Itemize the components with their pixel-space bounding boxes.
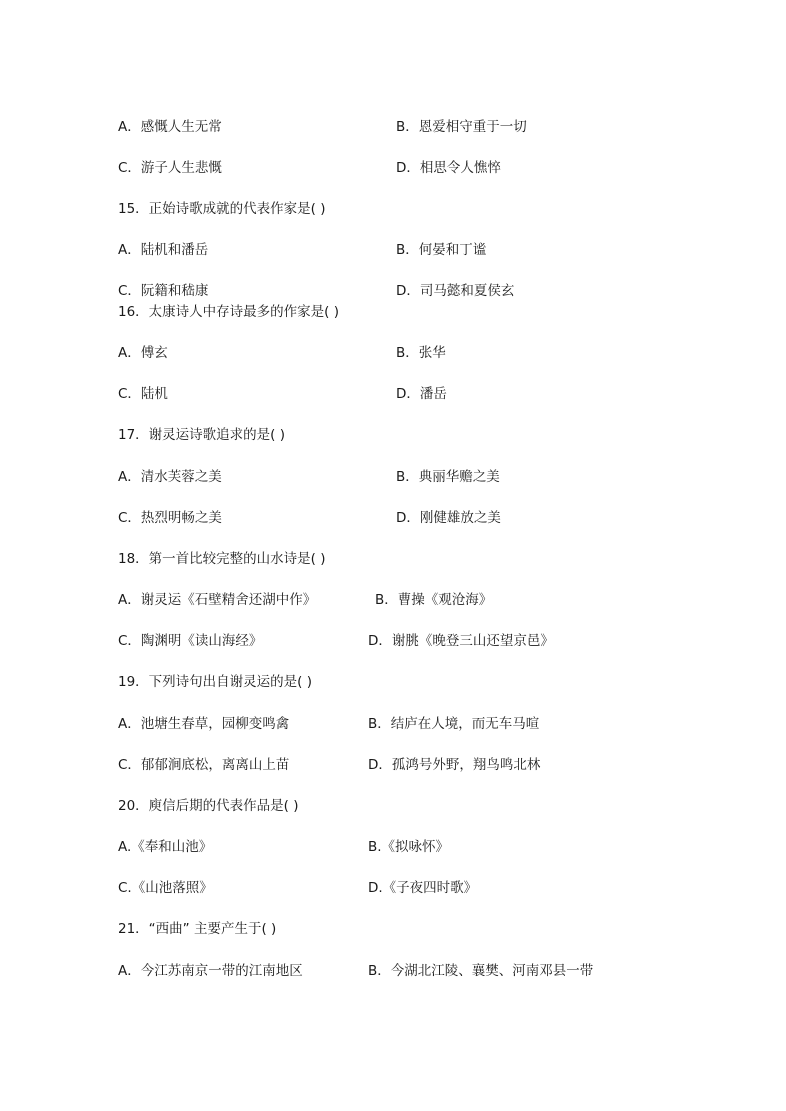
option-14-a: A．感慨人生无常 [118,119,222,135]
option-19-b: B．结庐在人境，而无车马喧 [368,716,540,732]
option-19-d: D．孤鸿号外野，翔鸟鸣北林 [368,757,541,773]
option-15-b: B．何晏和丁谧 [396,242,487,258]
option-15-a: A．陆机和潘岳 [118,242,209,258]
option-18-c: C．陶渊明《读山海经》 [118,633,263,649]
option-16-a: A．傅玄 [118,345,168,361]
option-20-b: B.《拟咏怀》 [368,839,450,855]
option-18-a: A．谢灵运《石壁精舍还湖中作》 [118,592,317,608]
option-18-b: B．曹操《观沧海》 [375,592,493,608]
question-21-stem: 21．“西曲” 主要产生于( ) [118,921,277,937]
option-16-c: C．陆机 [118,386,168,402]
option-15-d: D．司马懿和夏侯玄 [396,283,515,299]
option-15-c: C．阮籍和嵇康 [118,283,209,299]
option-14-b: B．恩爱相守重于一切 [396,119,527,135]
option-21-b: B．今湖北江陵、襄樊、河南邓县一带 [368,963,594,979]
option-21-a: A．今江苏南京一带的江南地区 [118,963,303,979]
option-19-a: A．池塘生春草，园柳变鸣禽 [118,716,290,732]
option-17-b: B．典丽华赡之美 [396,469,500,485]
option-20-d: D.《子夜四时歌》 [368,880,478,896]
question-19-stem: 19．下列诗句出自谢灵运的是( ) [118,674,313,690]
question-18-stem: 18．第一首比较完整的山水诗是( ) [118,551,326,567]
option-17-c: C．热烈明畅之美 [118,510,222,526]
option-16-b: B．张华 [396,345,446,361]
question-16-stem: 16．太康诗人中存诗最多的作家是( ) [118,304,340,320]
option-17-a: A．清水芙蓉之美 [118,469,222,485]
option-20-c: C.《山池落照》 [118,880,213,896]
option-18-d: D．谢朓《晚登三山还望京邑》 [368,633,554,649]
option-19-c: C．郁郁涧底松，离离山上苗 [118,757,290,773]
question-17-stem: 17．谢灵运诗歌追求的是( ) [118,427,286,443]
option-14-c: C．游子人生悲慨 [118,160,222,176]
question-15-stem: 15．正始诗歌成就的代表作家是( ) [118,201,326,217]
option-14-d: D．相思令人憔悴 [396,160,501,176]
question-20-stem: 20．庾信后期的代表作品是( ) [118,798,299,814]
option-17-d: D．刚健雄放之美 [396,510,501,526]
option-20-a: A.《奉和山池》 [118,839,213,855]
option-16-d: D．潘岳 [396,386,447,402]
